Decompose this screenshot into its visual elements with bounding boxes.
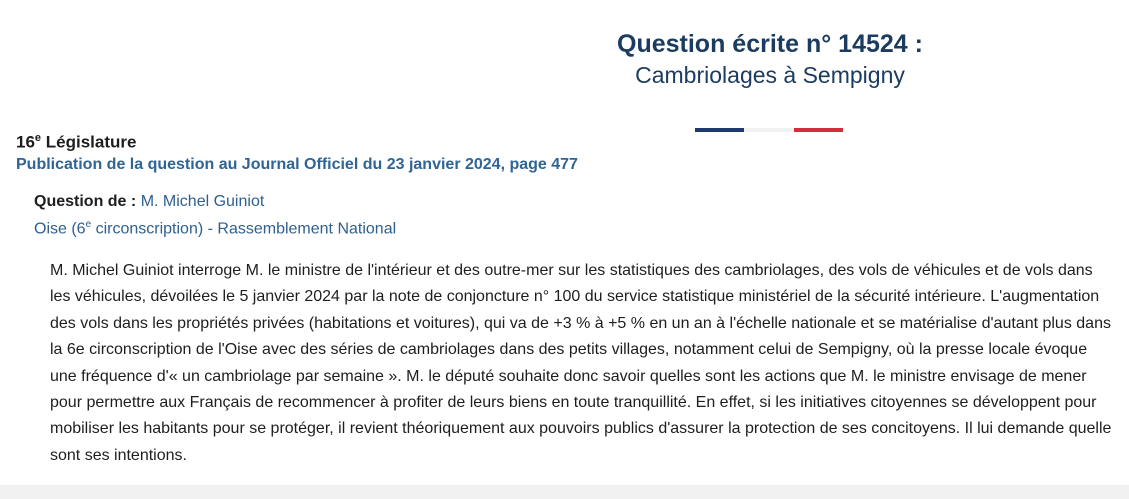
tricolor-divider — [695, 128, 843, 132]
legislature-heading — [16, 132, 136, 153]
question-author-name[interactable]: M. Michel Guiniot — [140, 193, 265, 210]
question-author-line — [34, 193, 264, 211]
constituency-superscript: e — [85, 219, 92, 230]
author-constituency — [34, 219, 396, 238]
question-title-block — [560, 28, 980, 90]
legislature-superscript: e — [34, 132, 42, 144]
constituency-suffix: circonscription) - Rassemblement National — [91, 220, 397, 238]
constituency-prefix: Oise (6 — [34, 220, 86, 238]
page-subtitle: Cambriolages à Sempigny — [635, 62, 905, 88]
publication-info: Publication de la question au Journal Officiel du 23 janvier 2024, page 477 — [16, 156, 578, 173]
divider-red-segment — [794, 128, 843, 132]
divider-white-segment — [744, 128, 793, 132]
footer-band — [0, 485, 1129, 499]
divider-blue-segment — [695, 128, 744, 132]
question-author-label: Question de : — [34, 193, 137, 210]
question-body-text: M. Michel Guiniot interroge M. le ministre de l'intérieur et des outre-mer sur les statistiques des cambriolages, des vols de véhicules et de vols dans les véhicules, dévoilées le 5 janvier 2024 par la note de conjoncture n° 100 du service statistique ministériel de la sécurité intérieure. L'augmentation des vols dans les propriétés privées (habitations et voitures), qui va de +3 % à +5 % en un an à l'échelle nationale et se matérialise d'autant plus dans la 6e circonscription de l'Oise avec des séries de cambriolages dans des petits villages, notamment celui de Sempigny, où la presse locale évoque une fréquence d'« un cambriolage par semaine ». M. le député souhaite donc savoir quelles sont les actions que M. le ministre envisage de mener pour permettre aux Français de recommencer à profiter de leurs biens en toute tranquillité. En effet, si les initiatives citoyennes se développent pour mobiliser les habitants pour se protéger, il revient théoriquement aux pouvoirs publics d'assurer la protection de ses concitoyens. Il lui demande quelle sont ses intentions. — [50, 262, 1112, 464]
legislature-number: 16 — [16, 132, 35, 152]
legislature-label: Législature — [45, 132, 137, 152]
page-title: Question écrite n° 14524 : — [617, 30, 923, 58]
